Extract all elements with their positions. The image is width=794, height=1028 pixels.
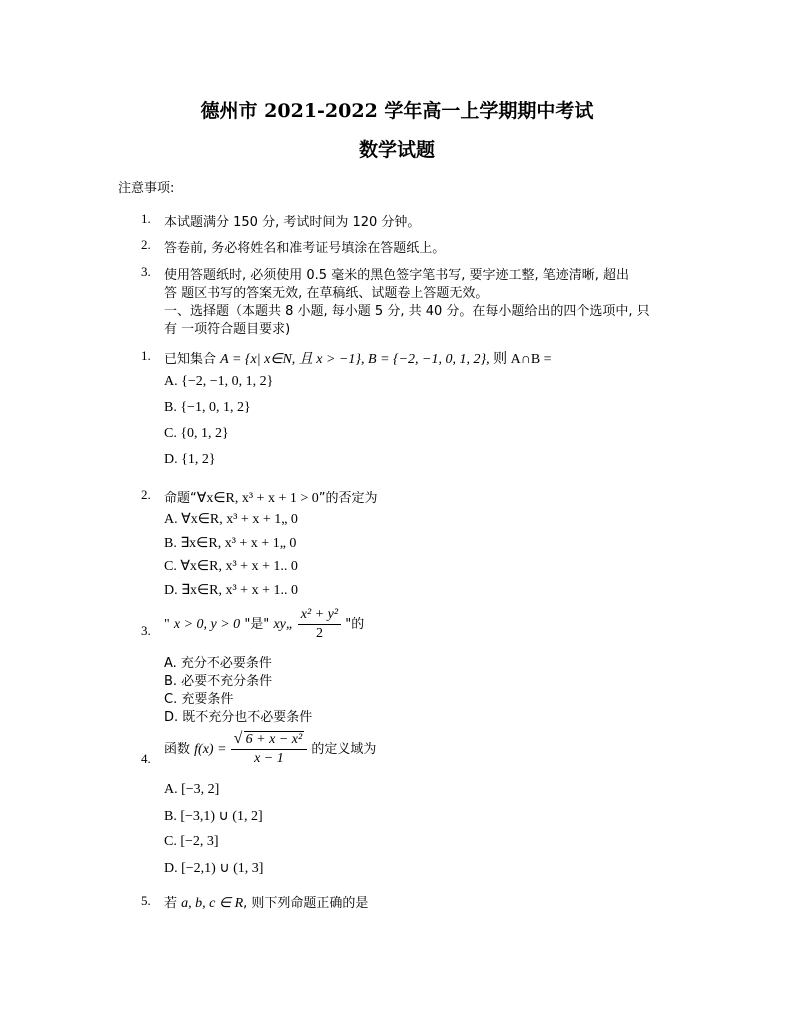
question-number: 3.: [141, 623, 151, 638]
option-a: A. ∀x∈R, x³ + x + 1„ 0: [164, 512, 298, 527]
question-3-fraction: [298, 607, 341, 642]
option-c: C. {0, 1, 2}: [164, 426, 229, 441]
notice-item-number: 1.: [141, 211, 151, 226]
question-5-math: a, b, c ∈ R: [181, 896, 244, 911]
fraction-denominator: 2: [315, 626, 323, 641]
notice-item-text-line1: 使用答题纸时, 必须使用 0.5 毫米的黑色签字笔书写, 要字迹工整, 笔迹清晰, 超出: [164, 268, 629, 283]
option-b: B. 必要不充分条件: [164, 674, 273, 689]
notice-item-number: 2.: [141, 237, 151, 252]
section-heading-line1: 一、选择题（本题共 8 小题, 每小题 5 分, 共 40 分。在每小题给出的四个选项中, 只: [164, 304, 650, 319]
question-5-suffix: , 则下列命题正确的是: [243, 896, 369, 911]
option-b: B. ∃x∈R, x³ + x + 1„ 0: [164, 536, 297, 551]
option-d: D. {1, 2}: [164, 452, 216, 467]
question-1-prefix: 已知集合: [164, 352, 217, 367]
notice-item-text-line2: 答 题区书写的答案无效, 在草稿纸、试题卷上答题无效。: [164, 286, 489, 301]
question-3-lhs: xy„: [273, 617, 294, 632]
question-4-fraction: [231, 732, 308, 767]
question-2-prefix: 命题“: [164, 491, 197, 506]
question-4-stem: [164, 732, 376, 767]
question-2-math: ∀x∈R, x³ + x + 1 > 0: [196, 491, 319, 506]
question-2-stem: [164, 487, 378, 507]
fraction-numerator: [231, 732, 308, 750]
question-number: 1.: [141, 348, 151, 363]
fraction-numerator: x² + y²: [298, 607, 341, 625]
question-3-open-quote: ": [164, 617, 170, 632]
option-d: D. ∃x∈R, x³ + x + 1.. 0: [164, 583, 298, 598]
question-number: 2.: [141, 487, 151, 502]
question-4-suffix: 的定义域为: [311, 742, 377, 757]
fraction-denominator: x − 1: [254, 751, 284, 766]
option-d: D. 既不充分也不必要条件: [164, 710, 313, 725]
question-2-suffix: ”的否定为: [318, 491, 378, 506]
question-3-condition: x > 0, y > 0: [173, 617, 241, 632]
question-4-function: f(x) =: [194, 742, 227, 757]
question-3-close: "的: [345, 617, 365, 632]
page-subtitle: 数学试题: [358, 139, 435, 161]
question-3-mid: "是": [244, 617, 270, 632]
option-a: A. {−2, −1, 0, 1, 2}: [164, 374, 274, 389]
page-title: 德州市 2021-2022 学年高一上学期期中考试: [200, 100, 594, 122]
question-1-stem: [164, 348, 552, 368]
option-c: C. [−2, 3]: [164, 834, 219, 849]
question-5-stem: [164, 892, 368, 912]
question-number: 5.: [141, 893, 151, 908]
option-a: A. 充分不必要条件: [164, 656, 272, 671]
option-c: C. ∀x∈R, x³ + x + 1.. 0: [164, 559, 298, 574]
question-3-stem: [164, 607, 364, 642]
option-b: B. [−3,1) ∪ (1, 2]: [164, 809, 263, 824]
sqrt-radicand: 6 + x − x²: [245, 732, 303, 747]
question-1-math: A = {x| x∈N, 且 x > −1}, B = {−2, −1, 0, 1, 2}: [220, 352, 487, 367]
section-heading-line2: 有 一项符合题目要求): [164, 322, 291, 337]
sqrt-symbol: √ 6 + x − x²: [233, 730, 303, 747]
notice-item-text: 答卷前, 务必将姓名和准考证号填涂在答题纸上。: [164, 241, 446, 256]
notice-item-number: 3.: [141, 264, 151, 279]
option-d: D. [−2,1) ∪ (1, 3]: [164, 861, 264, 876]
option-b: B. {−1, 0, 1, 2}: [164, 400, 251, 415]
option-c: C. 充要条件: [164, 692, 234, 707]
question-4-prefix: 函数: [164, 742, 191, 757]
notice-heading: 注意事项:: [118, 181, 175, 196]
question-1-suffix: , 则 A∩B =: [486, 352, 552, 367]
question-5-prefix: 若: [164, 896, 178, 911]
option-a: A. [−3, 2]: [164, 782, 220, 797]
question-number: 4.: [141, 751, 151, 766]
notice-item-text: 本试题满分 150 分, 考试时间为 120 分钟。: [164, 215, 421, 230]
